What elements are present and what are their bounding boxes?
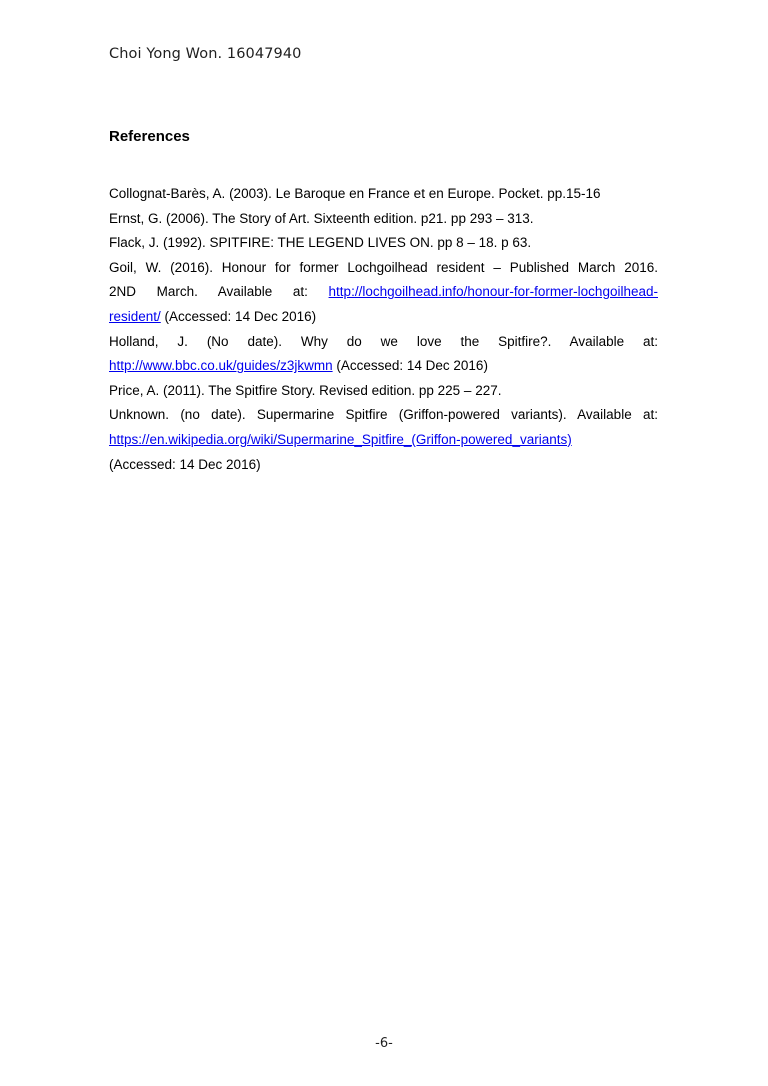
document-header-author-id: Choi Yong Won. 16047940 — [109, 46, 302, 62]
reference-text: (Accessed: 14 Dec 2016) — [332, 358, 488, 374]
reference-entry — [109, 330, 658, 379]
reference-text: Holland, J. (No date). Why do we love the Spitfire?. Available at: — [109, 333, 658, 349]
reference-text: Goil, W. (2016). Honour for former Lochgoilhead resident – Published March 2016. — [109, 259, 658, 275]
reference-text: Flack, J. (1992). SPITFIRE: THE LEGEND LIVES ON. pp 8 – 18. p 63. — [109, 235, 532, 251]
reference-line — [109, 305, 658, 330]
reference-hyperlink[interactable]: https://en.wikipedia.org/wiki/Supermarine_Spitfire_(Griffon-powered_variants) — [109, 431, 572, 447]
references-heading: References — [109, 128, 190, 145]
references-list — [109, 182, 658, 477]
reference-line — [109, 330, 658, 355]
reference-entry — [109, 256, 658, 330]
reference-entry — [109, 231, 658, 256]
reference-line — [109, 256, 658, 281]
reference-hyperlink[interactable]: resident/ — [109, 308, 161, 324]
reference-text: (Accessed: 14 Dec 2016) — [160, 308, 317, 324]
reference-line — [109, 354, 658, 379]
reference-text: Price, A. (2011). The Spitfire Story. Revised edition. pp 225 – 227. — [109, 382, 502, 398]
reference-line — [109, 182, 658, 207]
reference-entry — [109, 403, 658, 477]
reference-hyperlink[interactable]: http://www.bbc.co.uk/guides/z3jkwmn — [109, 358, 333, 374]
reference-text: (Accessed: 14 Dec 2016) — [109, 456, 261, 472]
reference-line — [109, 207, 658, 232]
reference-line — [109, 231, 658, 256]
reference-text: Unknown. (no date). Supermarine Spitfire (Griffon-powered variants). Available at: — [109, 407, 658, 423]
reference-text: Ernst, G. (2006). The Story of Art. Sixteenth edition. p21. pp 293 – 313. — [109, 210, 534, 226]
reference-line — [109, 403, 658, 428]
reference-text: Collognat-Barès, A. (2003). Le Baroque en France et en Europe. Pocket. pp.15-16 — [109, 186, 601, 201]
reference-line — [109, 428, 658, 453]
reference-line — [109, 453, 658, 478]
reference-entry — [109, 182, 658, 207]
reference-line — [109, 280, 658, 305]
reference-line — [109, 379, 658, 404]
reference-entry — [109, 207, 658, 232]
reference-hyperlink[interactable]: http://lochgoilhead.info/honour-for-former-lochgoilhead- — [328, 284, 658, 300]
reference-entry — [109, 379, 658, 404]
page-number: -6- — [375, 1036, 393, 1051]
reference-text: 2ND March. Available at: — [109, 284, 329, 300]
